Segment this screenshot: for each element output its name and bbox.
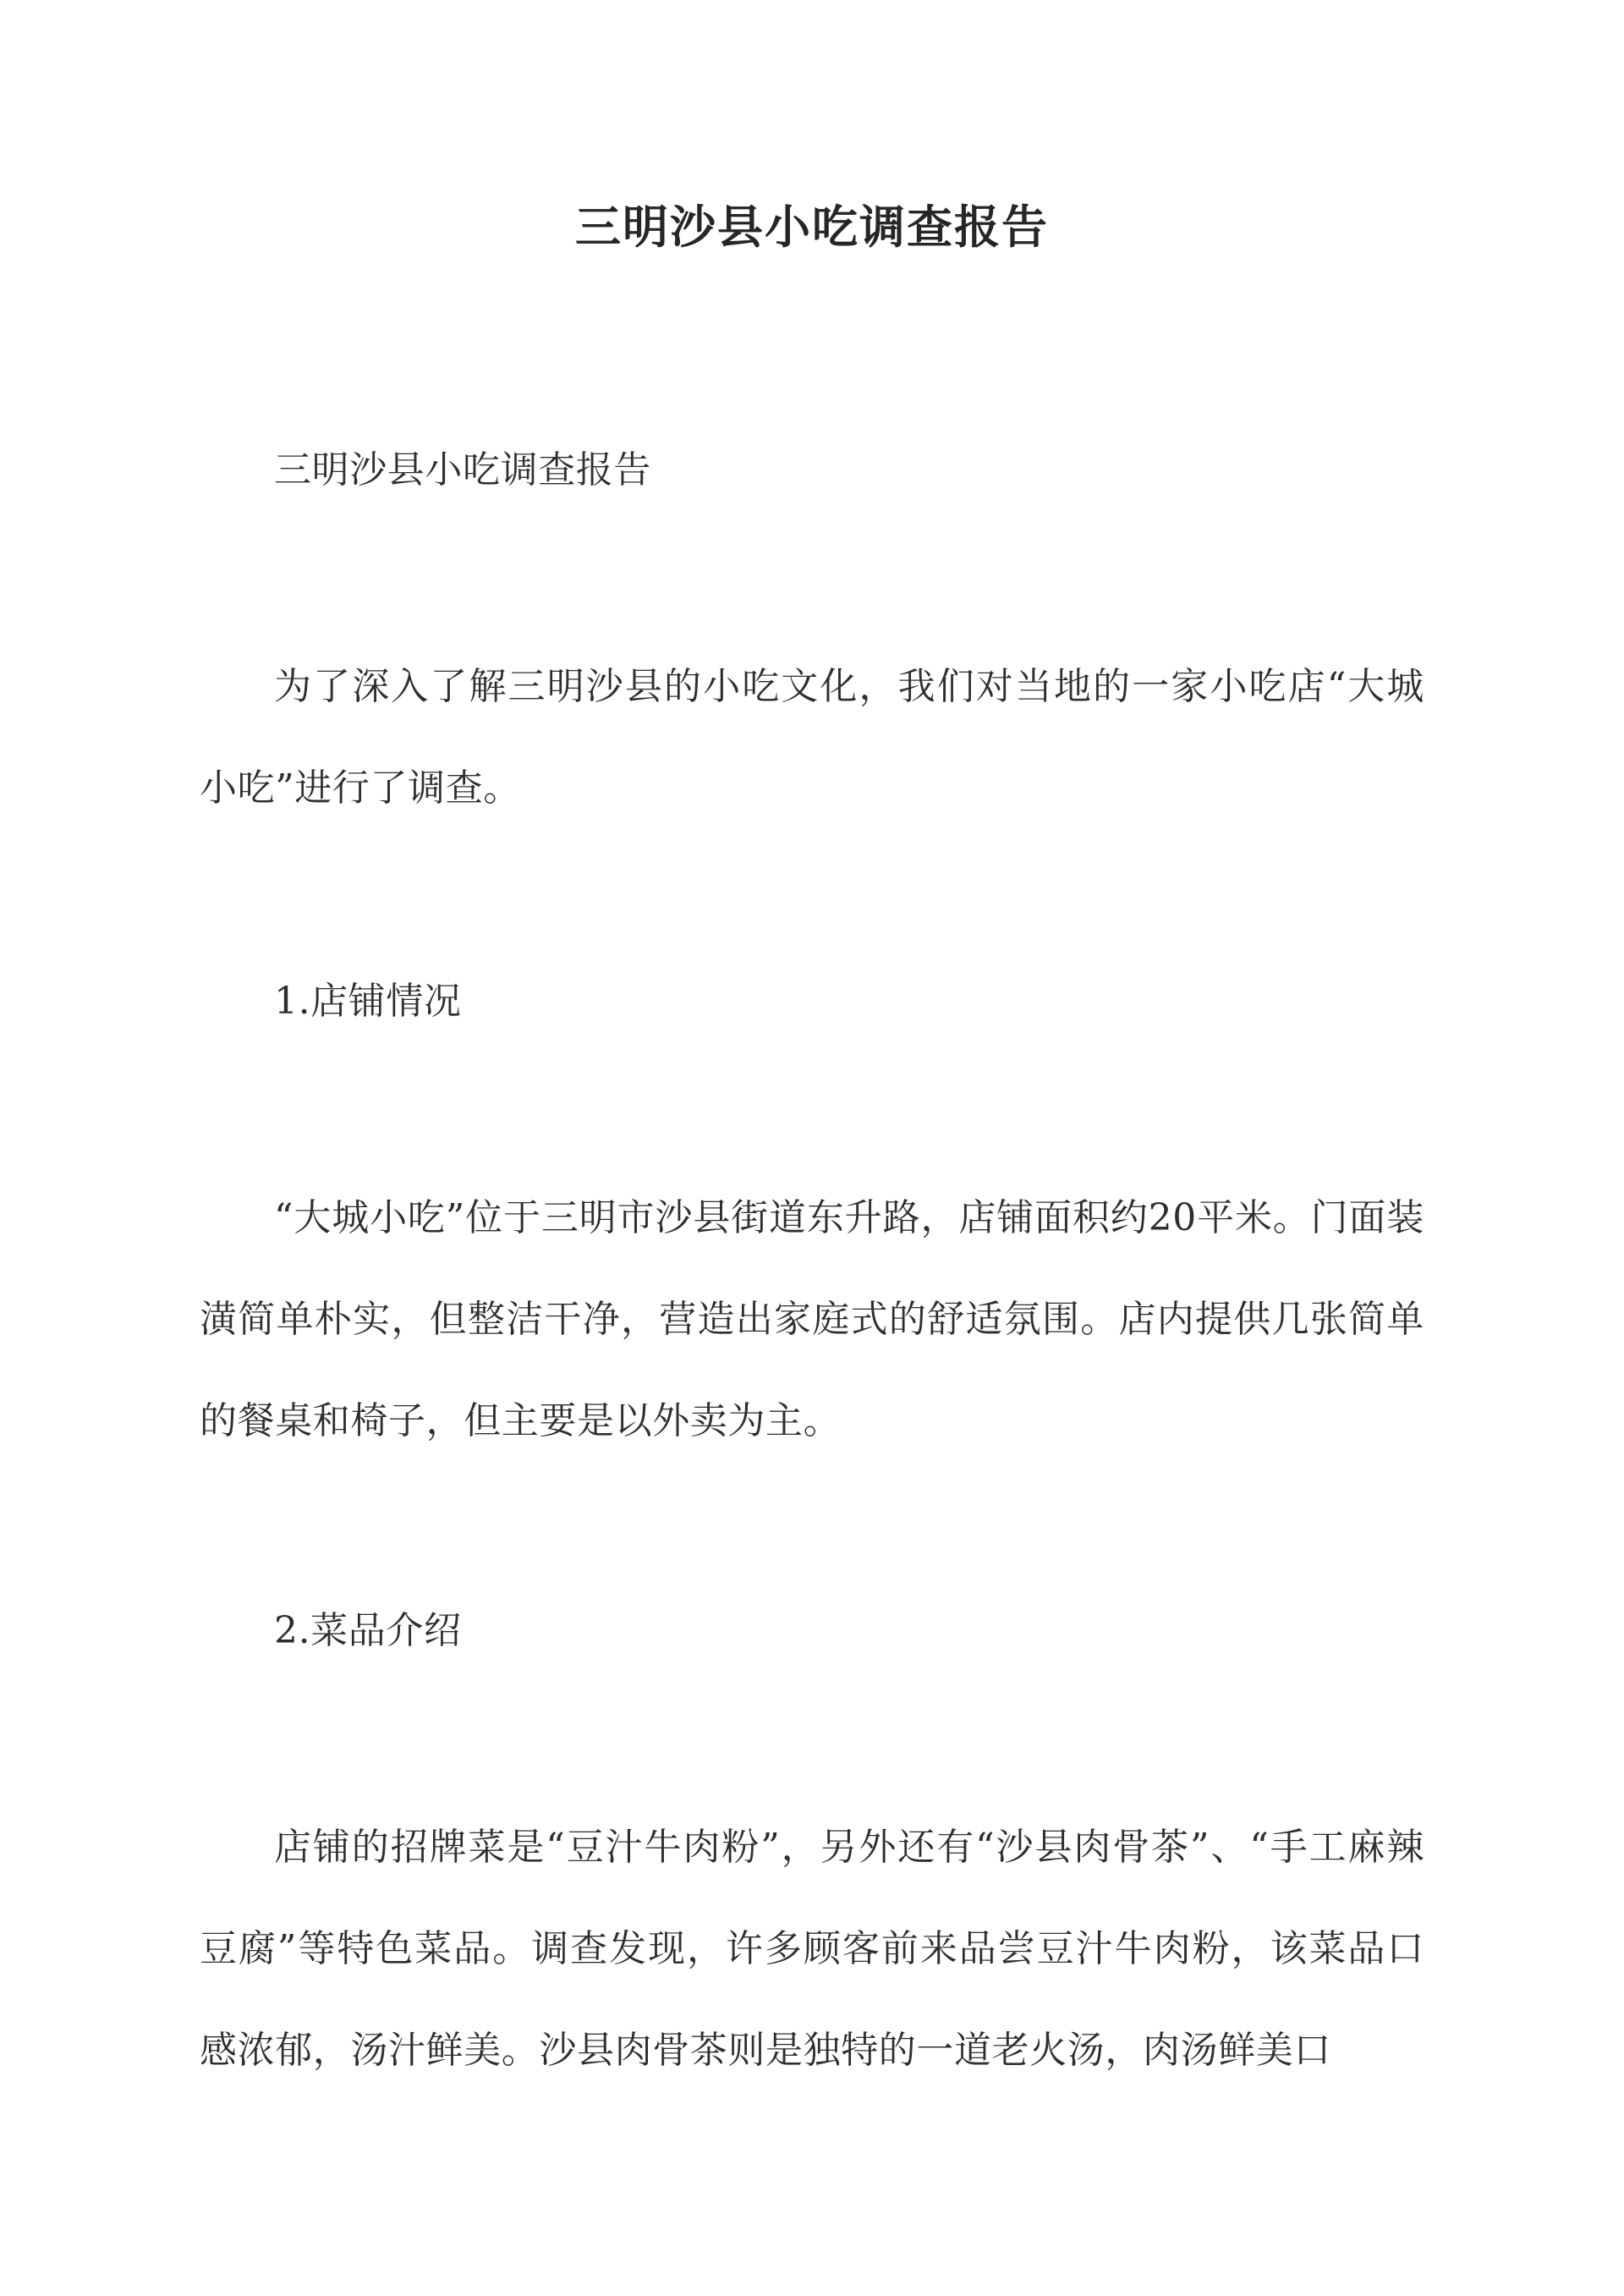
intro-paragraph: 为了深入了解三明沙县的小吃文化，我们对当地的一家小吃店“大城小吃”进行了调查。: [200, 665, 1424, 810]
section-heading-shop: 1.店铺情况: [274, 980, 462, 1023]
dishes-paragraph: 店铺的招牌菜是“豆汁牛肉粉”，另外还有“沙县肉骨茶”、“手工麻辣豆腐”等特色菜品。调查发现，许多顾客前来品尝豆汁牛肉粉，该菜品口感浓郁，汤汁鲜美。沙县肉骨茶则是独特的一道老火汤，肉汤鲜美口: [200, 1826, 1424, 2072]
section-heading-dishes: 2.菜品介绍: [274, 1609, 462, 1652]
document-title: 三明沙县小吃调查报告: [575, 200, 1049, 254]
report-subtitle: 三明沙县小吃调查报告: [274, 448, 651, 492]
shop-paragraph: “大城小吃”位于三明市沙县街道东升路，店铺面积约20平米。门面装潢简单朴实，但整洁干净，营造出家庭式的舒适氛围。店内提供几张简单的餐桌和椅子，但主要是以外卖为主。: [200, 1196, 1424, 1442]
